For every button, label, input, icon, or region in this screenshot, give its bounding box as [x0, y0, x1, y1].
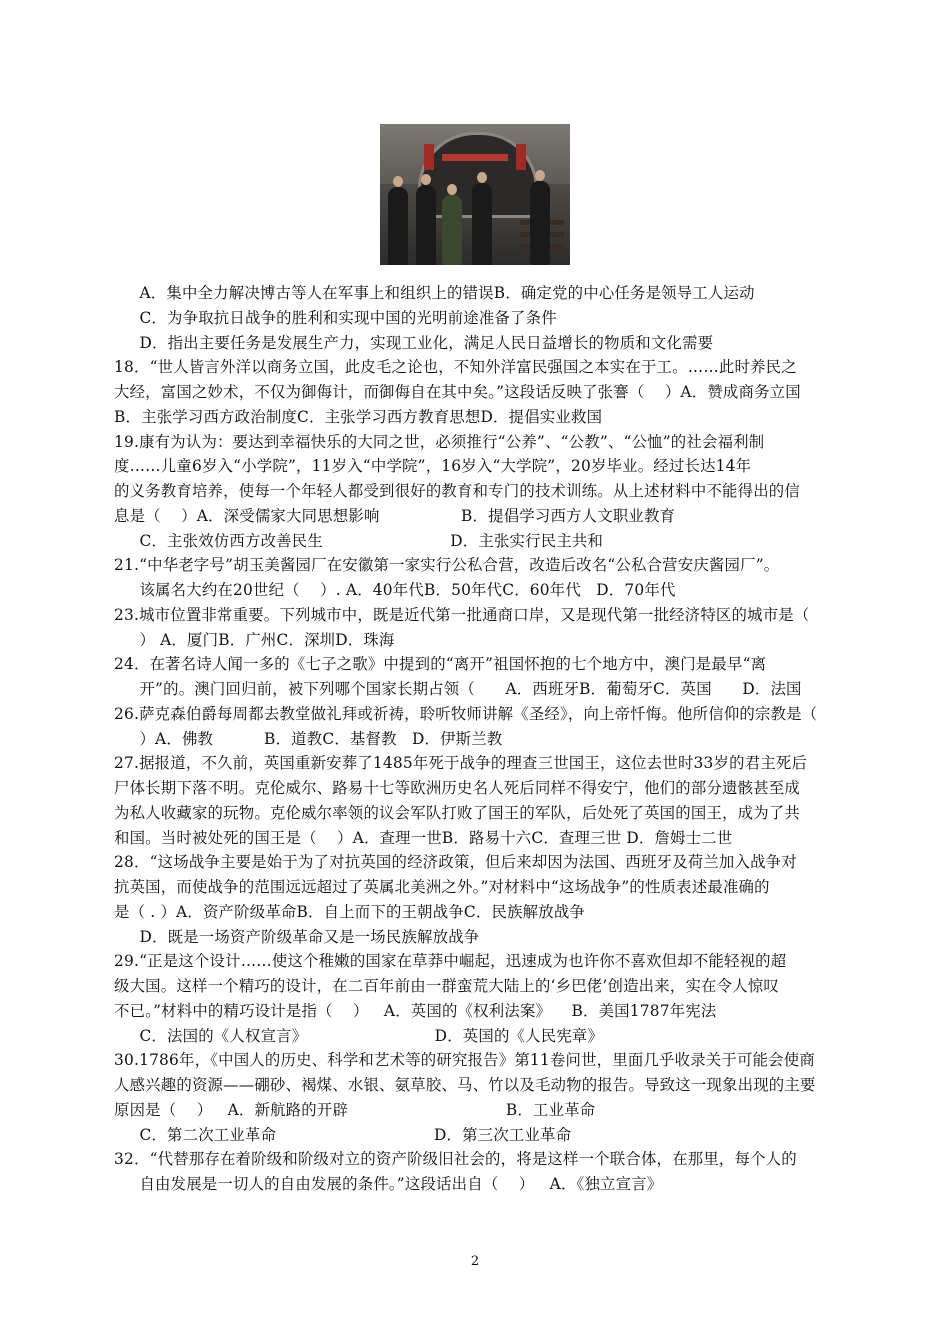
text-line: 开”的。澳门回归前，被下列哪个国家长期占领（ A．西班牙B．葡萄牙C．英国 D．法国	[114, 680, 802, 698]
text-line: ） A．厦门B．广州C．深圳D．珠海	[114, 630, 395, 649]
text-line: B．主张学习西方政治制度C．主张学习西方教育思想D．提倡实业救国	[114, 407, 603, 426]
text-line: C．主张效仿西方改善民生 D．主张实行民主共和	[114, 531, 604, 550]
text-line: ）A．佛教 B．道教C．基督教 D．伊斯兰教	[114, 729, 503, 748]
text-line: D．指出主要任务是发展生产力，实现工业化，满足人民日益增长的物质和文化需要	[114, 333, 714, 352]
text-line: 是（ . ）A．资产阶级革命B．自上而下的王朝战争C．民族解放战争	[114, 902, 586, 921]
text-line: C．为争取抗日战争的胜利和实现中国的光明前途准备了条件	[114, 308, 557, 327]
text-line: 抗英国，而使战争的范围远远超过了英属北美洲之外。”对材料中“这场战争”的性质表述最准确的	[114, 878, 770, 896]
text-line: 级大国。这样一个精巧的设计，在二百年前由一群蛮荒大陆上的‘乡巴佬’创造出来，实在令人惊叹	[114, 977, 779, 995]
text-line: 为私人收藏家的玩物。克伦威尔率领的议会军队打败了国王的军队，后处死了英国的国王，成为了共	[114, 803, 800, 822]
text-line: 和国。当时被处死的国王是（ ）A．查理一世B．路易十六C．查理三世 D．詹姆士二世	[114, 828, 733, 847]
text-line: 的义务教育培养，使每一个年轻人都受到很好的教育和专门的技术训练。从上述材料中不能得出的信	[114, 482, 800, 500]
text-line: 原因是（ ） A．新航路的开辟 B．工业革命	[114, 1100, 596, 1119]
text-line: D．既是一场资产阶级革命又是一场民族解放战争	[114, 927, 480, 946]
text-line: C．第二次工业革命 D．第三次工业革命	[114, 1125, 572, 1144]
text-line: 24．在著名诗人闻一多的《七子之歌》中提到的“离开”祖国怀抱的七个地方中，澳门是最早“离	[114, 655, 767, 674]
text-line: 人感兴趣的资源——硼砂、褐煤、水银、氨草胶、马、竹以及毛动物的报告。导致这一现象出现的主要	[114, 1076, 816, 1094]
text-line: 19.康有为认为：要达到幸福快乐的大同之世，必须推行“公养”、“公教”、“公恤”的社会福利制	[114, 432, 765, 451]
text-line: A．集中全力解决博古等人在军事上和组织上的错误B．确定党的中心任务是领导工人运动	[114, 284, 755, 302]
text-line: 32．“代替那存在着阶级和阶级对立的资产阶级旧社会的，将是这样一个联合体，在那里，每个人的	[114, 1150, 797, 1169]
text-line: 18．“世人皆言外洋以商务立国，此皮毛之论也，不知外洋富民强国之本实在于工。……此时养民之	[114, 358, 797, 377]
text-line: 30.1786年，《中国人的历史、科学和艺术等的研究报告》第11卷问世，里面几乎收录关于可能会使商	[114, 1051, 815, 1070]
text-line: 自由发展是一切人的自由发展的条件。”这段话出自（ ） A．《独立宣言》	[114, 1175, 663, 1193]
text-line: 尸体长期下落不明。克伦威尔、路易十七等欧洲历史名人死后同样不得安宁，他们的部分遗骸甚至成	[114, 779, 800, 797]
text-line: 不已。”材料中的精巧设计是指（ ） A．英国的《权利法案》 B．美国1787年宪法	[114, 1001, 717, 1020]
meeting-hall-photo	[380, 124, 570, 265]
text-line: 该属名大约在20世纪（ ）. A．40年代B．50年代C．60年代 D．70年代	[114, 581, 676, 599]
page-number: 2	[470, 1254, 480, 1269]
text-line: 23.城市位置非常重要。下列城市中，既是近代第一批通商口岸，又是现代第一批经济特区的城市是（	[114, 605, 810, 624]
text-line: 26.萨克森伯爵每周都去教堂做礼拜或祈祷，聆听牧师讲解《圣经》，向上帝忏悔。他所信仰的宗教是（	[114, 704, 818, 723]
text-line: 度……儿童6岁入“小学院”，11岁入“中学院”，16岁入“大学院”，20岁毕业。经过长达14年	[114, 457, 752, 476]
text-line: 28．“这场战争主要是始于为了对抗英国的经济政策，但后来却因为法国、西班牙及荷兰加入战争对	[114, 853, 797, 872]
text-line: C．法国的《人权宣言》 D．英国的《人民宪章》	[114, 1026, 604, 1045]
text-line: 21.“中华老字号”胡玉美酱园厂在安徽第一家实行公私合营，改造后改名“公私合营安庆酱园厂”。	[114, 556, 780, 575]
text-line: 息是（ ）A．深受儒家大同思想影响 B．提倡学习西方人文职业教育	[114, 506, 676, 525]
text-line: 27.据报道，不久前，英国重新安葬了1485年死于战争的理查三世国王，这位去世时33岁的君主死后	[114, 754, 808, 773]
text-line: 大经，富国之妙术，不仅为御侮计，而御侮自在其中矣。”这段话反映了张謇（ ）A．赞成商务立国	[114, 383, 801, 401]
text-line: 29.“正是这个设计……使这个稚嫩的国家在草莽中崛起，迅速成为也许你不喜欢但却不能轻视的超	[114, 952, 787, 971]
